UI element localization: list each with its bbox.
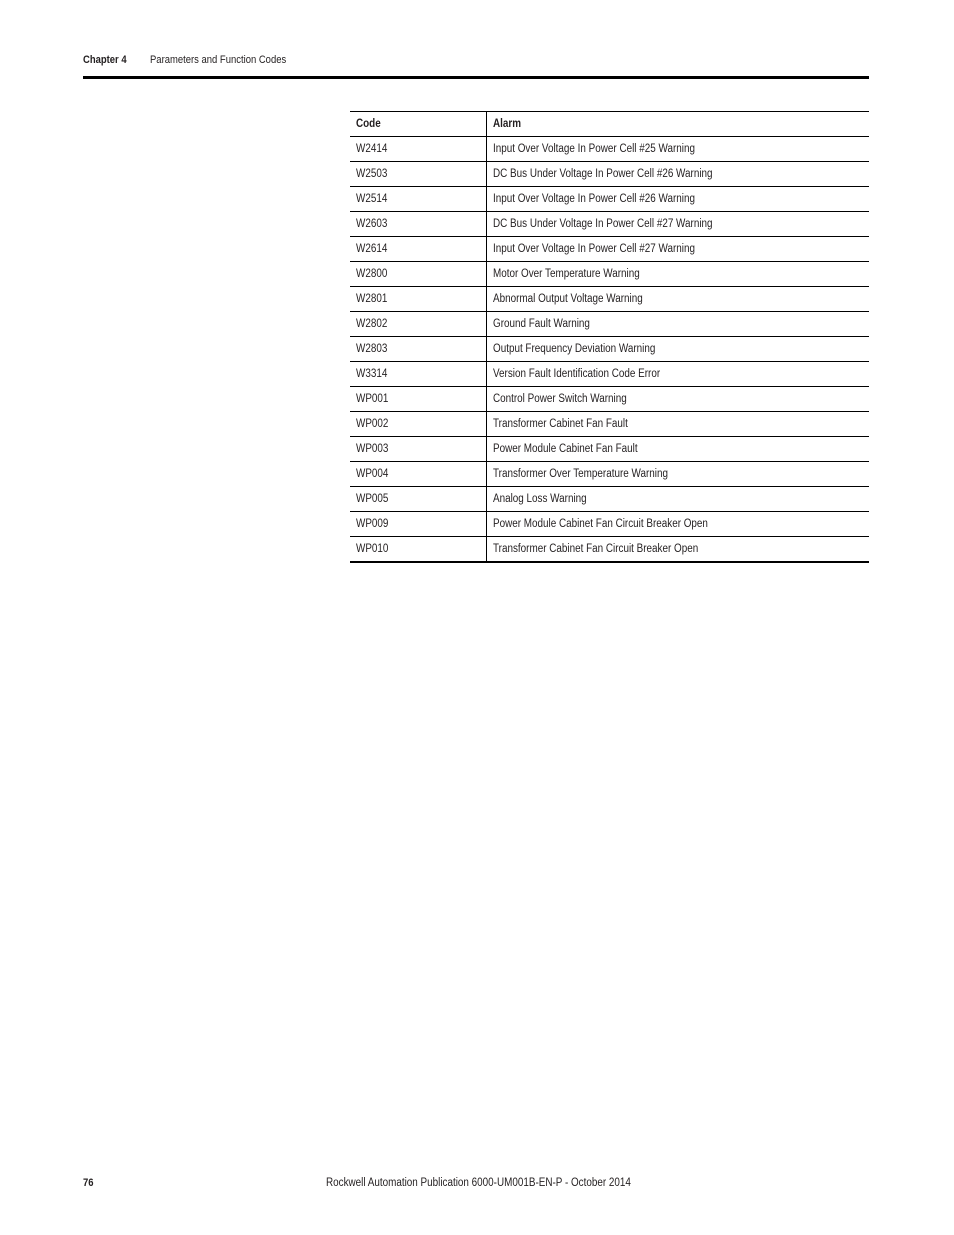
table-row (350, 337, 869, 362)
code-cell: W2803 (350, 337, 487, 362)
alarm-cell: Output Frequency Deviation Warning (487, 337, 870, 362)
table-row (350, 137, 869, 162)
publication-info: Rockwell Automation Publication 6000-UM001B-EN-P - October 2014 (326, 1177, 631, 1189)
column-header-alarm: Alarm (487, 112, 870, 137)
code-cell: W2414 (350, 137, 487, 162)
alarm-cell: Control Power Switch Warning (487, 387, 870, 412)
code-cell: W2801 (350, 287, 487, 312)
table-row (350, 387, 869, 412)
code-cell: WP010 (350, 537, 487, 563)
table-row (350, 487, 869, 512)
column-header-code: Code (350, 112, 487, 137)
alarm-cell: Abnormal Output Voltage Warning (487, 287, 870, 312)
alarm-cell: Transformer Over Temperature Warning (487, 462, 870, 487)
code-cell: W2800 (350, 262, 487, 287)
chapter-title: Parameters and Function Codes (150, 54, 287, 66)
alarm-cell: DC Bus Under Voltage In Power Cell #26 Warning (487, 162, 870, 187)
table-body (350, 137, 869, 563)
code-cell: W2614 (350, 237, 487, 262)
page-number: 76 (83, 1177, 94, 1189)
alarm-cell: Analog Loss Warning (487, 487, 870, 512)
code-cell: W3314 (350, 362, 487, 387)
alarm-cell: Version Fault Identification Code Error (487, 362, 870, 387)
alarm-cell: Transformer Cabinet Fan Fault (487, 412, 870, 437)
code-cell: W2603 (350, 212, 487, 237)
code-cell: WP003 (350, 437, 487, 462)
table-row (350, 237, 869, 262)
table-row (350, 187, 869, 212)
code-cell: WP001 (350, 387, 487, 412)
alarm-cell: Motor Over Temperature Warning (487, 262, 870, 287)
code-cell: W2503 (350, 162, 487, 187)
table-header-row (350, 112, 869, 137)
alarm-cell: Power Module Cabinet Fan Circuit Breaker Open (487, 512, 870, 537)
table-row (350, 312, 869, 337)
table-row (350, 287, 869, 312)
alarm-code-table (350, 111, 869, 563)
code-cell: WP005 (350, 487, 487, 512)
alarm-cell: Power Module Cabinet Fan Fault (487, 437, 870, 462)
table-row (350, 412, 869, 437)
table-row (350, 362, 869, 387)
table-row (350, 262, 869, 287)
page-header (83, 52, 869, 79)
table-row (350, 437, 869, 462)
alarm-cell: DC Bus Under Voltage In Power Cell #27 Warning (487, 212, 870, 237)
table-row (350, 462, 869, 487)
table-row (350, 162, 869, 187)
code-cell: WP009 (350, 512, 487, 537)
alarm-cell: Input Over Voltage In Power Cell #27 Warning (487, 237, 870, 262)
table-row (350, 537, 869, 563)
table-row (350, 512, 869, 537)
code-cell: WP004 (350, 462, 487, 487)
alarm-cell: Input Over Voltage In Power Cell #26 Warning (487, 187, 870, 212)
chapter-label: Chapter 4 (83, 54, 127, 66)
code-cell: W2802 (350, 312, 487, 337)
code-cell: W2514 (350, 187, 487, 212)
alarm-cell: Transformer Cabinet Fan Circuit Breaker Open (493, 543, 699, 555)
code-cell: WP002 (350, 412, 487, 437)
table-row (350, 212, 869, 237)
alarm-cell: Ground Fault Warning (487, 312, 870, 337)
alarm-cell: Input Over Voltage In Power Cell #25 Warning (487, 137, 870, 162)
